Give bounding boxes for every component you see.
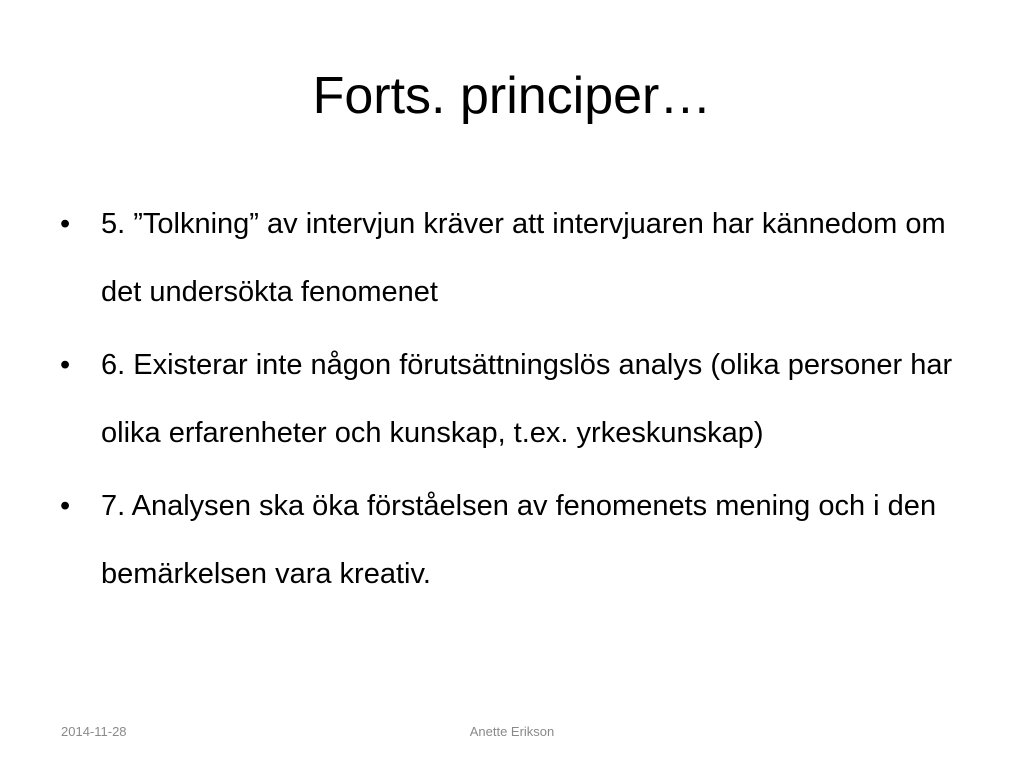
bullet-icon: • xyxy=(60,490,71,522)
footer-author: Anette Erikson xyxy=(469,724,555,739)
footer-date: 2014-11-28 xyxy=(61,724,127,739)
bullet-list xyxy=(60,190,960,613)
bullet-item-1 xyxy=(60,190,960,326)
bullet-text: 5. ”Tolkning” av intervjun kräver att intervjuaren har kännedom om det undersökta fenomenet xyxy=(101,208,946,308)
bullet-item-2 xyxy=(60,331,960,467)
bullet-item-3 xyxy=(60,472,960,608)
bullet-text: 7. Analysen ska öka förståelsen av fenomenets mening och i den bemärkelsen vara kreativ. xyxy=(101,490,937,590)
bullet-icon: • xyxy=(60,208,71,240)
bullet-text: 6. Existerar inte någon förutsättningslös analys (olika personer har olika erfarenheter och kunskap, t.ex. yrkeskunskap) xyxy=(101,349,953,449)
slide-title: Forts. principer… xyxy=(312,67,712,125)
bullet-icon: • xyxy=(60,349,71,381)
